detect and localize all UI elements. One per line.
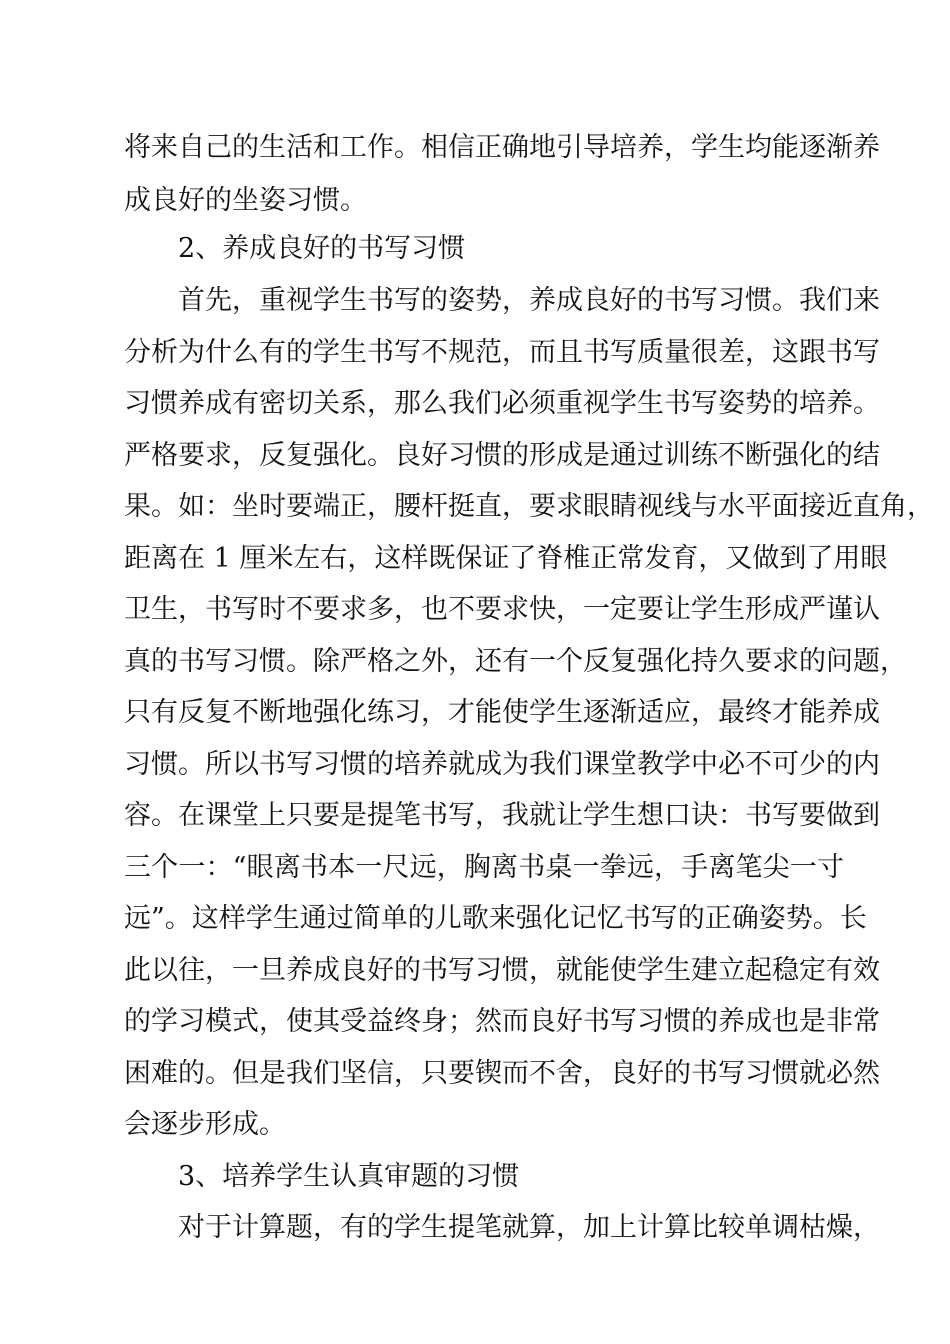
paragraph-line: 严格要求，反复强化。良好习惯的形成是通过训练不断强化的结 [124, 440, 880, 471]
paragraph-line: 将来自己的生活和工作。相信正确地引导培养，学生均能逐渐养 [124, 132, 880, 163]
paragraph-line: 远”。这样学生通过简单的儿歌来强化记忆书写的正确姿势。长 [124, 903, 867, 934]
paragraph-line: 困难的。但是我们坚信，只要锲而不舍，良好的书写习惯就必然 [124, 1058, 880, 1089]
paragraph-line: 习惯。所以书写习惯的培养就成为我们课堂教学中必不可少的内 [124, 749, 880, 780]
paragraph-line: 真的书写习惯。除严格之外，还有一个反复强化持久要求的问题， [124, 646, 907, 677]
section-heading: 3、培养学生认真审题的习惯 [178, 1161, 520, 1192]
paragraph-line: 容。在课堂上只要是提笔书写，我就让学生想口诀：书写要做到 [124, 800, 880, 831]
paragraph-line: 分析为什么有的学生书写不规范，而且书写质量很差，这跟书写 [124, 337, 880, 368]
paragraph-line: 成良好的坐姿习惯。 [124, 185, 367, 216]
paragraph-line: 首先，重视学生书写的姿势，养成良好的书写习惯。我们来 [178, 285, 880, 316]
paragraph-line: 会逐步形成。 [124, 1109, 286, 1140]
section-heading: 2、养成良好的书写习惯 [178, 233, 466, 264]
paragraph-line: 此以往，一旦养成良好的书写习惯，就能使学生建立起稳定有效 [124, 955, 880, 986]
paragraph-line: 对于计算题，有的学生提笔就算，加上计算比较单调枯燥， [178, 1212, 880, 1243]
paragraph-line: 距离在 1 厘米左右，这样既保证了脊椎正常发育，又做到了用眼 [124, 543, 888, 574]
paragraph-line: 三个一：“眼离书本一尺远，胸离书桌一拳远，手离笔尖一寸 [124, 852, 844, 883]
paragraph-line: 的学习模式，使其受益终身；然而良好书写习惯的养成也是非常 [124, 1006, 880, 1037]
paragraph-line: 习惯养成有密切关系，那么我们必须重视学生书写姿势的培养。 [124, 388, 880, 419]
paragraph-line: 卫生，书写时不要求多，也不要求快，一定要让学生形成严谨认 [124, 594, 880, 625]
paragraph-line: 果。如：坐时要端正，腰杆挺直，要求眼睛视线与水平面接近直角， [124, 491, 934, 522]
paragraph-line: 只有反复不断地强化练习，才能使学生逐渐适应，最终才能养成 [124, 697, 880, 728]
